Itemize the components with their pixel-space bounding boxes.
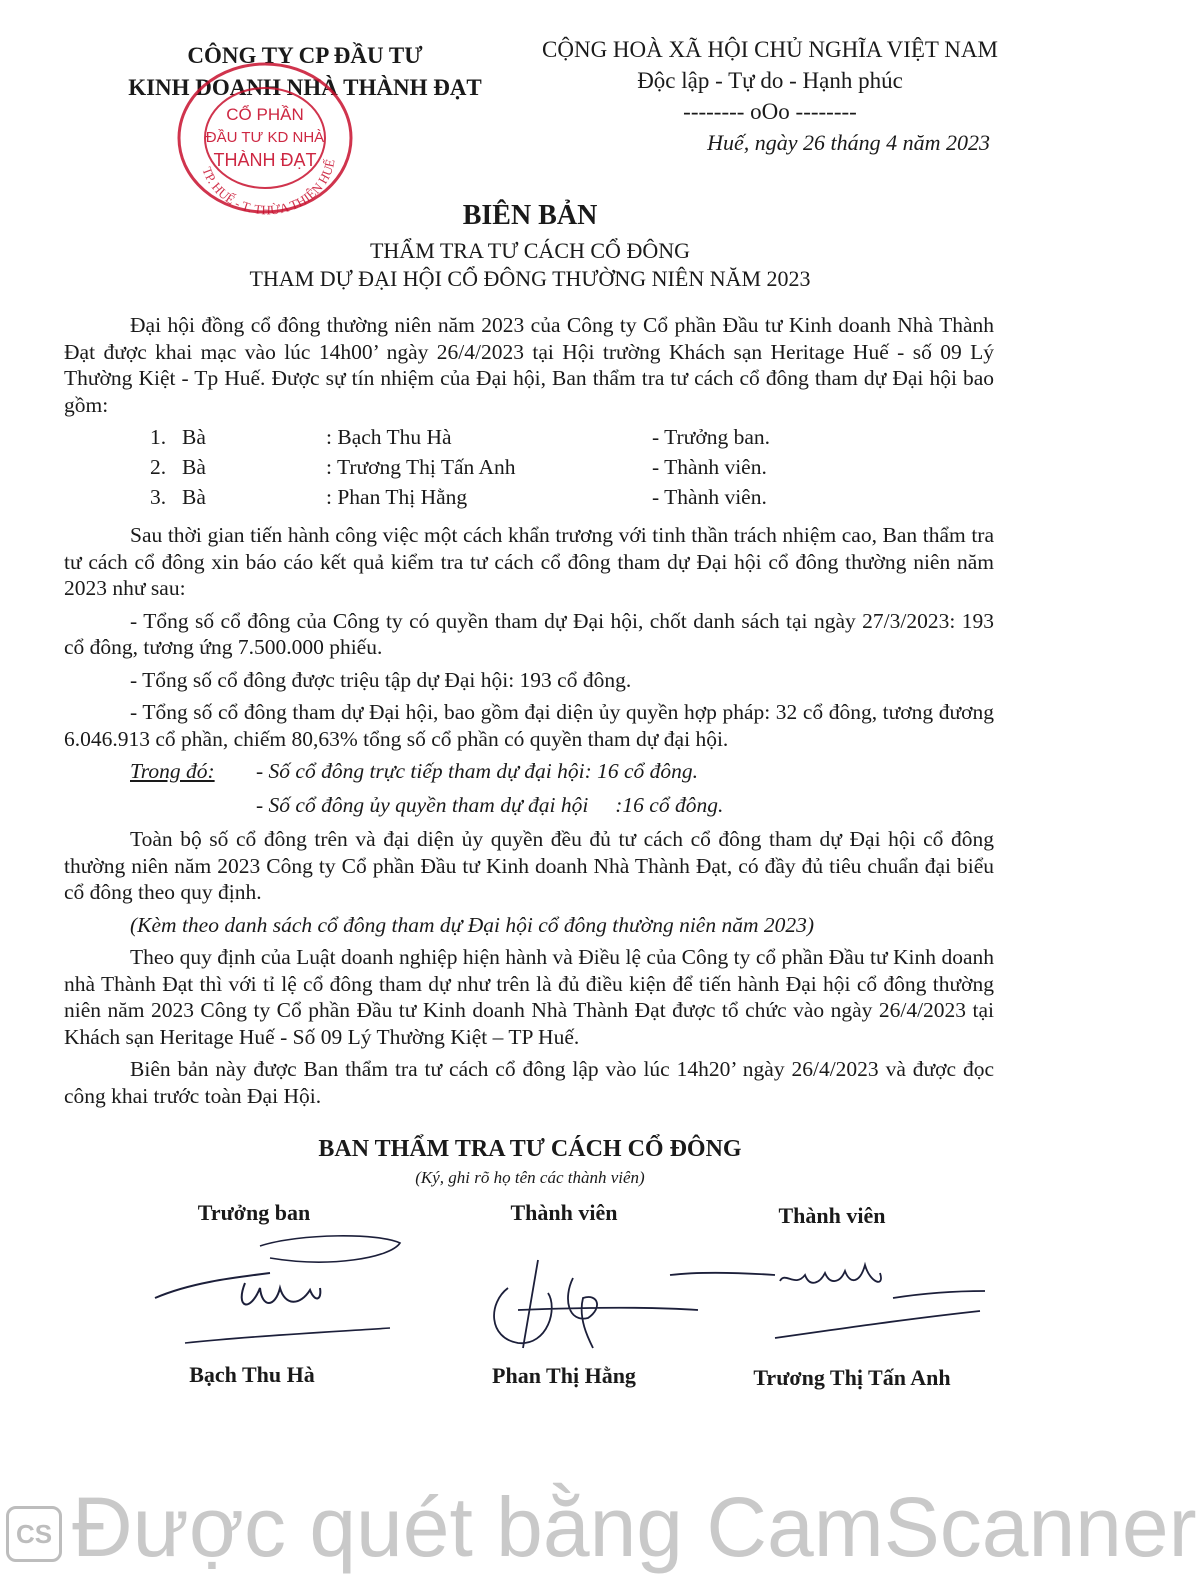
attending-shareholders-line: - Tổng số cổ đông tham dự Đại hội, bao gồm đại diện ủy quyền hợp pháp: 32 cổ đông, tương đương 6.046.913 cổ phần, chiếm 80,63% tổng số cổ phần có quyền tham dự đại hội. [64,700,994,751]
stamp-line1: CỔ PHẦN [226,105,304,124]
breakdown-direct: - Số cổ đông trực tiếp tham dự đại hội: 16 cổ đông. [256,759,699,783]
member-name: : Phan Thị Hằng [326,485,468,509]
stamp-ring-text: TP. HUẾ - T. THỪA THIÊN HUẾ [199,157,338,218]
member-name: : Bạch Thu Hà [326,425,452,449]
breakdown-row [64,758,994,792]
member-title: Bà [182,455,206,479]
member-title: Bà [182,485,206,509]
document-subtitle-1: THẨM TRA TƯ CÁCH CỔ ĐÔNG [369,238,690,263]
breakdown-row [64,792,994,826]
report-paragraph: Sau thời gian tiến hành công việc một cách khẩn trương với tinh thần trách nhiệm cao, Ban thẩm tra tư cách cổ đông xin báo cáo kết quả kiểm tra tư cách cổ đông tham dự Đại hội cổ đông thường niên năm 2023 như sau: [64,523,994,600]
scanner-watermark: Được quét bằng CamScanner [72,1480,1197,1574]
company-stamp [170,58,360,218]
convened-shareholders-line: - Tổng số cổ đông được triệu tập dự Đại hội: 193 cổ đông. [130,667,632,692]
member-row [64,454,994,484]
member-number: 1. [150,425,167,449]
document-body [64,312,994,1115]
document-date: Huế, ngày 26 tháng 4 năm 2023 [707,130,990,155]
signature-role-member-2: Thành viên [778,1203,886,1228]
nation-motto: Độc lập - Tự do - Hạnh phúc [637,68,903,93]
document-title: BIÊN BẢN [462,200,598,231]
closing-paragraph: Biên bản này được Ban thẩm tra tư cách cổ đông lập vào lúc 14h20’ ngày 26/4/2023 và được đọc công khai trước toàn Đại Hội. [64,1057,994,1108]
document-subtitle-2: THAM DỰ ĐẠI HỘI CỔ ĐÔNG THƯỜNG NIÊN NĂM 2023 [249,266,811,291]
legal-basis-paragraph: Theo quy định của Luật doanh nghiệp hiện hành và Điều lệ của Công ty cổ phần Đầu tư Kinh doanh nhà Thành Đạt thì với tỉ lệ cổ đông tham dự như trên là đủ điều kiện để tiến hành Đại hội cổ đông thường niên năm 2023 Công ty Cổ phần Đầu tư Kinh doanh Nhà Thành Đạt được tổ chức vào ngày 26/4/2023 tại Khách sạn Heritage Huế - Số 09 Lý Thường Kiệt – TP Huế. [64,945,994,1049]
signature-truong-thi-tan-anh [665,1253,995,1348]
signature-name-chair: Bạch Thu Hà [189,1362,315,1387]
signature-bach-thu-ha [150,1228,420,1358]
member-number: 3. [150,485,167,509]
nation-header [535,34,1005,127]
nation-title: CỘNG HOÀ XÃ HỘI CHỦ NGHĨA VIỆT NAM [542,37,998,62]
member-number: 2. [150,455,167,479]
member-role: - Thành viên. [652,455,767,479]
attachment-note: (Kèm theo danh sách cổ đông tham dự Đại hội cổ đông thường niên năm 2023) [130,912,815,937]
committee-note: (Ký, ghi rõ họ tên các thành viên) [415,1168,645,1187]
signature-role-chair: Trưởng ban [197,1200,311,1225]
total-shareholders-line: - Tổng số cổ đông của Công ty có quyền tham dự Đại hội, chốt danh sách tại ngày 27/3/2023: 193 cổ đông, tương ứng 7.500.000 phiếu. [64,608,994,659]
member-name: : Trương Thị Tấn Anh [326,455,516,479]
member-role: - Thành viên. [652,485,767,509]
breakdown-label: Trong đó: [130,759,215,783]
stamp-line3: THÀNH ĐẠT [213,150,317,170]
member-row [64,484,994,514]
member-row [64,424,994,454]
member-title: Bà [182,425,206,449]
company-name-line2: KINH DOANH NHÀ THÀNH ĐẠT [128,75,482,100]
company-name-line1: CÔNG TY CP ĐẦU TƯ [187,43,423,68]
signature-role-member-1: Thành viên [510,1200,618,1225]
nation-divider: -------- oOo -------- [683,99,857,124]
eligibility-paragraph: Toàn bộ số cổ đông trên và đại diện ủy quyền đều đủ tư cách cổ đông tham dự Đại hội cổ đông thường niên năm 2023 Công ty Cổ phần Đầu tư Kinh doanh Nhà Thành Đạt, có đầy đủ tiêu chuẩn đại biểu cổ đông theo quy định. [64,827,994,904]
signature-name-member-2: Trương Thị Tấn Anh [753,1365,951,1390]
intro-paragraph: Đại hội đồng cổ đông thường niên năm 2023 của Công ty Cổ phần Đầu tư Kinh doanh Nhà Thành Đạt được khai mạc vào lúc 14h00’ ngày 26/4/2023 tại Hội trường Khách sạn Heritage Huế - số 09 Lý Thường Kiệt - Tp Huế. Được sự tín nhiệm của Đại hội, Ban thẩm tra tư cách cổ đông tham dự Đại hội bao gồm: [64,313,994,417]
signature-name-member-1: Phan Thị Hằng [492,1363,636,1388]
camscanner-logo: CS [6,1506,62,1562]
committee-title: BAN THẨM TRA TƯ CÁCH CỔ ĐÔNG [318,1136,742,1162]
stamp-line2: ĐẦU TƯ KD NHÀ [205,129,325,146]
breakdown-proxy: - Số cổ đông ủy quyền tham dự đại hội :16 cổ đông. [256,793,724,817]
member-role: - Trưởng ban. [652,425,770,449]
